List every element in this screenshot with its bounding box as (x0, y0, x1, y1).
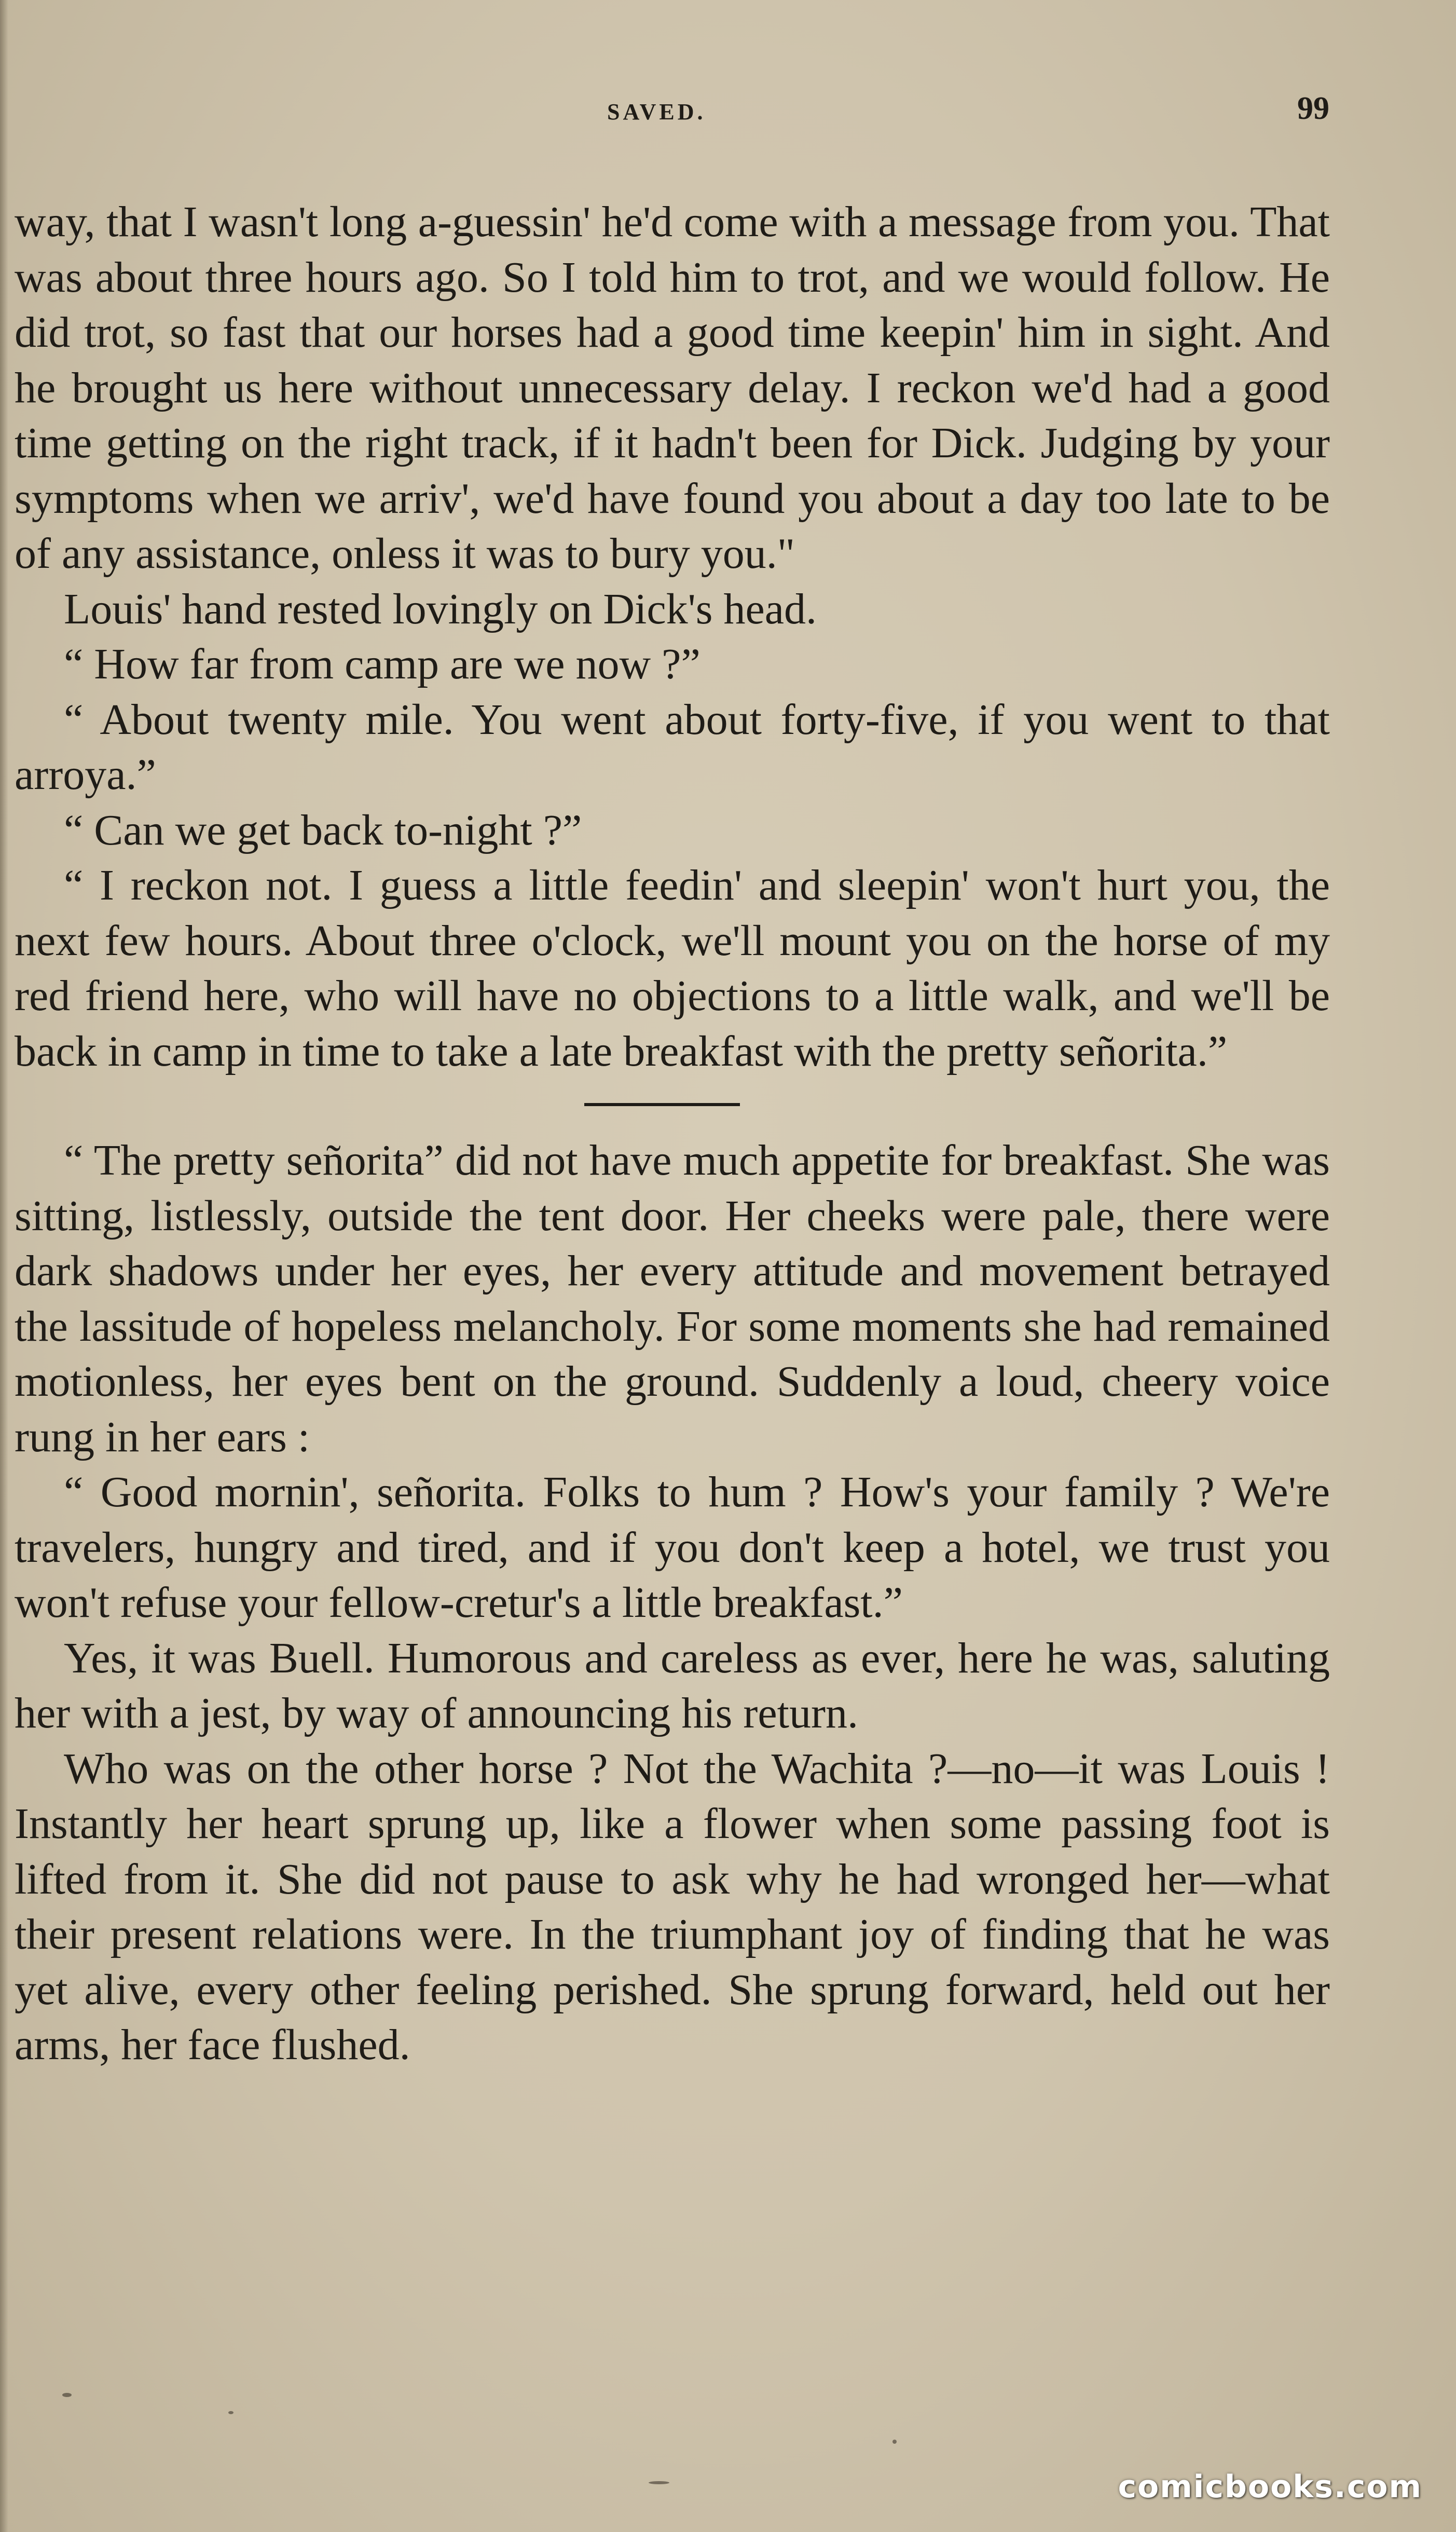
text-section-after-break (15, 1133, 1330, 2073)
page-gutter-shadow (0, 0, 8, 2532)
ink-speck (649, 2481, 669, 2484)
paragraph: “ Good mornin', señorita. Folks to hum ? How's your family ? We're travelers, hungry and tired, and if you don't keep a hotel, we trust you won't refuse your fellow-cretur's a little breakfast.” (15, 1468, 1330, 1627)
paragraph: “ How far from camp are we now ?” (64, 640, 700, 688)
text-section-before-break (15, 195, 1330, 1079)
ink-speck (228, 2411, 233, 2414)
paragraph: way, that I wasn't long a-guessin' he'd come with a message from you. That was about three hours ago. So I told him to trot, and we would follow. He did trot, so fast that our horses had a good time keepin' him in sight. And he brought us here without unnecessary delay. I reckon we'd had a good time getting on the right track, if it hadn't been for Dick. Judging by your symptoms when we arriv', we'd have found you about a day too late to be of any assistance, onless it was to bury you." (15, 198, 1330, 578)
paragraph: Who was on the other horse ? Not the Wachita ?—no—it was Louis ! Instantly her heart sprung up, like a flower when some passing foot is lifted from it. She did not pause to ask why he had wronged her—what their present relations were. In the triumphant joy of finding that he was yet alive, every other feeling perished. She sprung forward, held out her arms, her face flushed. (15, 1744, 1330, 2069)
ink-speck (892, 2440, 897, 2444)
paragraph: “ The pretty señorita” did not have much appetite for breakfast. She was sitting, listlessly, outside the tent door. Her cheeks were pale, there were dark shadows under her eyes, her every attitude and movement betrayed the lassitude of hopeless melancholy. For some moments she had remained motionless, her eyes bent on the ground. Suddenly a loud, cheery voice rung in her ears : (15, 1136, 1330, 1461)
paragraph: “ About twenty mile. You went about forty-five, if you went to that arroya.” (15, 695, 1330, 799)
ink-speck (62, 2393, 72, 2397)
watermark-logo: comicbooks.com (1118, 2469, 1422, 2505)
section-divider (584, 1103, 740, 1106)
page-number: 99 (1297, 91, 1329, 126)
paragraph: “ Can we get back to-night ?” (64, 806, 582, 854)
page-header (21, 88, 1456, 145)
body-text (15, 195, 1330, 2073)
paragraph: Louis' hand rested lovingly on Dick's head. (64, 584, 817, 633)
paragraph: “ I reckon not. I guess a little feedin' and sleepin' won't hurt you, the next few hours. About three o'clock, we'll mount you on the horse of my red friend here, who will have no objections to a little walk, and we'll be back in camp in time to take a late breakfast with the pretty señorita.” (15, 861, 1330, 1076)
running-title: SAVED. (607, 99, 706, 125)
paragraph: Yes, it was Buell. Humorous and careless as ever, here he was, saluting her with a jest, by way of announcing his return. (15, 1633, 1330, 1737)
